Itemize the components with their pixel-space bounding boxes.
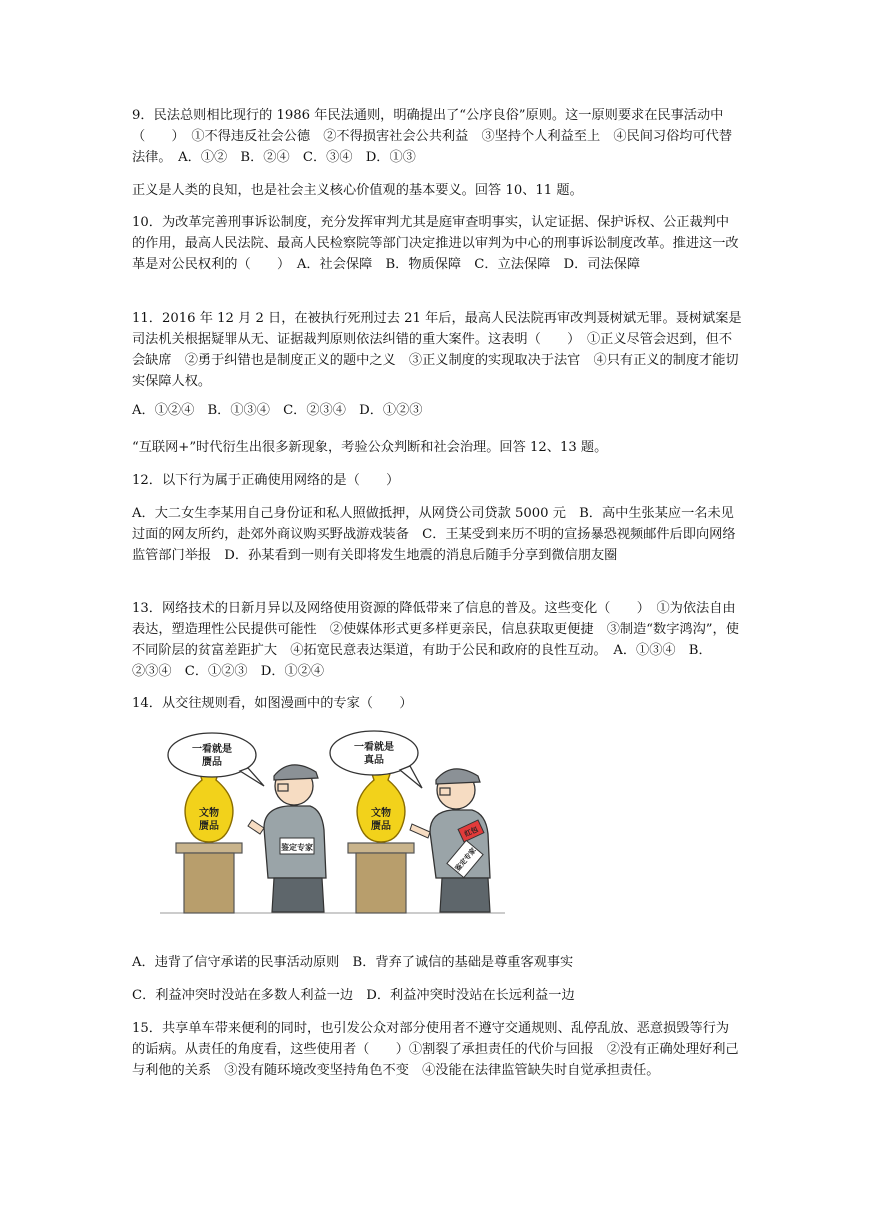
left-vase-label-1: 文物: [199, 808, 219, 819]
right-vase-label-2: 赝品: [371, 821, 391, 832]
question-12: 12．以下行为属于正确使用网络的是（ ）: [132, 473, 400, 488]
cartoon-image: [160, 728, 505, 920]
intro-12-13: “互联网+”时代衍生出很多新现象，考验公众判断和社会治理。回答 12、13 题。: [132, 440, 608, 455]
intro-10-11: 正义是人类的良知，也是社会主义核心价值观的基本要义。回答 10、11 题。: [132, 183, 583, 198]
left-vase-label-2: 赝品: [199, 821, 219, 832]
right-expert: [410, 769, 490, 912]
question-9: 9．民法总则相比现行的 1986 年民法通则，明确提出了“公序良俗”原则。这一原则要求在民事活动中（ ） ①不得违反社会公德 ②不得损害社会公共利益 ③坚持个人利益至上 ④民间习俗均可代替法律。 A．①② B．②④ C．③④ D．①③: [132, 108, 733, 165]
left-bubble-line-1: 一看就是: [192, 744, 232, 755]
right-vase-label-1: 文物: [371, 808, 391, 819]
right-vase: [357, 768, 405, 842]
left-expert-badge: 鉴定专家: [281, 843, 313, 852]
question-15: 15．共享单车带来便利的同时，也引发公众对部分使用者不遵守交通规则、乱停乱放、恶意损毁等行为的诟病。从责任的角度看，这些使用者（ ）①割裂了承担责任的代价与回报 ②没有正确处理好利己与利他的关系 ③没有随环境改变坚持角色不变 ④没能在法律监管缺失时自觉承担责任。: [132, 1021, 739, 1078]
left-expert: [248, 765, 326, 912]
question-11-options: A．①②④ B．①③④ C．②③④ D．①②③: [132, 403, 423, 418]
question-14: 14．从交往规则看，如图漫画中的专家（ ）: [132, 696, 413, 711]
right-bubble-line-1: 一看就是: [354, 742, 394, 753]
right-expert-badge: 鉴定专家: [453, 846, 478, 873]
question-13: 13．网络技术的日新月异以及网络使用资源的降低带来了信息的普及。这些变化（ ） ①为依法自由表达，塑造理性公民提供可能性 ②使媒体形式更多样更亲民，信息获取更便捷 ③制造“数字鸿沟”，使不同阶层的贫富差距扩大 ④拓宽民意表达渠道，有助于公民和政府的良性互动。 A．①③④ B．②③④ C．①②③ D．①②④: [132, 601, 739, 679]
question-14-options-cd: C．利益冲突时没站在多数人利益一边 D．利益冲突时没站在长远利益一边: [132, 988, 575, 1003]
right-pedestal: [348, 843, 414, 913]
question-12-options: A．大二女生李某用自己身份证和私人照做抵押，从网贷公司贷款 5000 元 B．高中生张某应一名未见过面的网友所约，赴郊外商议购买野战游戏装备 C．王某受到来历不明的宣扬暴恐视频邮件后即向网络监管部门举报 D．孙某看到一则有关即将发生地震的消息后随手分享到微信朋友圈: [132, 506, 736, 563]
right-bubble-line-2: 真品: [364, 755, 384, 766]
right-envelope-label: 红包: [463, 825, 480, 839]
question-14-options-ab: A．违背了信守承诺的民事活动原则 B．背弃了诚信的基础是尊重客观事实: [132, 955, 574, 970]
left-bubble-line-2: 赝品: [202, 757, 222, 768]
left-vase: [185, 768, 233, 842]
question-11: 11．2016 年 12 月 2 日，在被执行死刑过去 21 年后，最高人民法院再审改判聂树斌无罪。聂树斌案是司法机关根据疑罪从无、证据裁判原则依法纠错的重大案件。这表明（ ） ①正义尽管会迟到，但不会缺席 ②勇于纠错也是制度正义的题中之义 ③正义制度的实现取决于法官 ④只有正义的制度才能切实保障人权。: [132, 311, 742, 389]
question-10: 10．为改革完善刑事诉讼制度，充分发挥审判尤其是庭审查明事实，认定证据、保护诉权、公正裁判中的作用，最高人民法院、最高人民检察院等部门决定推进以审判为中心的刑事诉讼制度改革。推进这一改革是对公民权利的（ ） A．社会保障 B．物质保障 C．立法保障 D．司法保障: [132, 215, 739, 272]
left-pedestal: [176, 843, 242, 913]
